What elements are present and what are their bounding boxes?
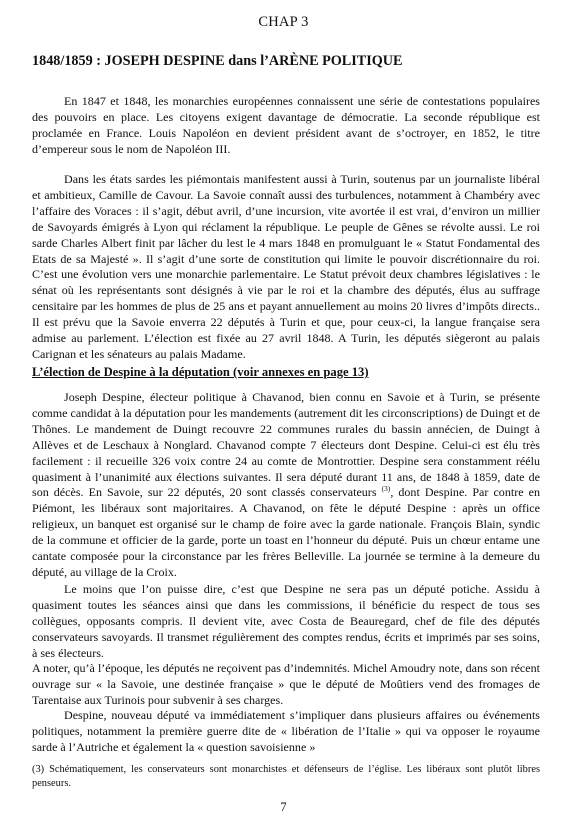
intro-paragraph-2: Dans les états sardes les piémontais manifestent aussi à Turin, soutenus par un journaliste libéral et ambitieux, Camille de Cavour. La Savoie connaît aussi des turbulences, notamment à Chambéry avec l’affaire des Voraces : il s’agit, début avril, d’une incursion, vite avortée il est vrai, d’environ un millier de Savoyards émigrés à Lyon qui réclament la république. Le peuple de Gênes se révolte aussi. Le roi sarde Charles Albert finit par lâcher du lest le 4 mars 1848 en promulguant le « Statut Fondamental des Etats de sa Majesté ». Il s’agit d’une sorte de constitution qui limite le pouvoir discrétionnaire du roi. C’est une évolution vers une monarchie parlementaire. Le Statut prévoit deux chambres législatives : le sénat où les représentants sont désignés à vie par le roi et la chambre des députés, élus au suffrage censitaire par les hommes de plus de 25 ans et payant annuellement au moins 20 livres d’impôts directs.. Il est prévu que la Savoie enverra 22 députés à Turin et que, pour ceux-ci, la langue française sera admise au parlement. L’élection est fixée au 27 avril 1848. A Turin, les députés siègeront au palais Carignan et les sénateurs au palais Madame. xyxy=(32,172,540,361)
election-paragraph-1-text-a: Joseph Despine, électeur politique à Chavanod, bien connu en Savoie et à Turin, se présente comme candidat à la députation pour les mandements (autrement dit les circonscriptions) de Duingt et de Thônes. Le mandement de Duingt recouvre 22 communes rurales du bassin annécien, de Duingt à Allèves et de Leschaux à Nonglard. Chavanod compte 7 électeurs dont Despine. Celui-ci est élu très facilement : il recueille 326 voix contre 24 au comte de Montrottier. Despine sera constamment réélu quasiment à l’unanimité aux élections suivantes. Il sera député durant 11 ans, de 1848 à 1859, date de son décès. En Savoie, sur 22 députés, 20 sont classés conservateurs xyxy=(32,390,540,500)
intro-paragraph-1: En 1847 et 1848, les monarchies européennes connaissent une série de contestations populaires des pouvoirs en place. Les citoyens exigent davantage de démocratie. La seconde république est proclamée en France. Louis Napoléon en devient président avant de s’octroyer, en 1852, le titre d’empereur sous le nom de Napoléon III. xyxy=(32,94,540,156)
election-paragraph-2: Le moins que l’on puisse dire, c’est que Despine ne sera pas un député potiche. Assidu à quasiment toutes les séances ainsi que dans les commissions, il bénéficie du respect de tous ses collègues, opposants compris. Il devient vite, avec Costa de Beauregard, chef de file des députés conservateurs savoyards. Il transmet régulièrement des comptes rendus, écrits et imprimés par ses soins, à ses électeurs. xyxy=(32,582,540,660)
chapter-header: CHAP 3 xyxy=(258,14,309,30)
section-heading: L’élection de Despine à la députation (voir annexes en page 13) xyxy=(32,365,369,379)
election-paragraph-1-text-b: , dont Despine. Par contre en Piémont, les libéraux sont majoritaires. A Chavanod, on fête le député Despine : après un office religieux, un banquet est organisé sur le champ de foire avec la garde nationale. François Blain, syndic de la commune et officier de la garde, porte un toast en l’honneur du député. Puis un chœur entame une cantate composée pour la circonstance par les frères Belleville. La journée se termine à la demeure du député, au village de la Croix. xyxy=(32,485,540,579)
election-paragraph-1 xyxy=(32,390,540,581)
election-paragraph-4: Despine, nouveau député va immédiatement s’impliquer dans plusieurs affaires ou événements politiques, notamment la première guerre dite de « libération de l’Italie » qui va opposer le royaume sarde à l’Autriche et également la « question savoisienne » xyxy=(32,708,540,754)
footnote: (3) Schématiquement, les conservateurs sont monarchistes et défenseurs de l’église. Les libéraux sont plutôt libres penseurs. xyxy=(32,764,540,789)
election-paragraph-3: A noter, qu’à l’époque, les députés ne reçoivent pas d’indemnités. Michel Amoudry note, dans son récent ouvrage sur « la Savoie, une destinée française » que le député de Moûtiers vend des fromages de Tarentaise aux Turinois pour subvenir à ses charges. xyxy=(32,661,540,707)
page-number: 7 xyxy=(280,800,287,814)
footnote-ref: (3) xyxy=(381,484,391,494)
page-title: 1848/1859 : JOSEPH DESPINE dans l’ARÈNE POLITIQUE xyxy=(32,53,403,69)
